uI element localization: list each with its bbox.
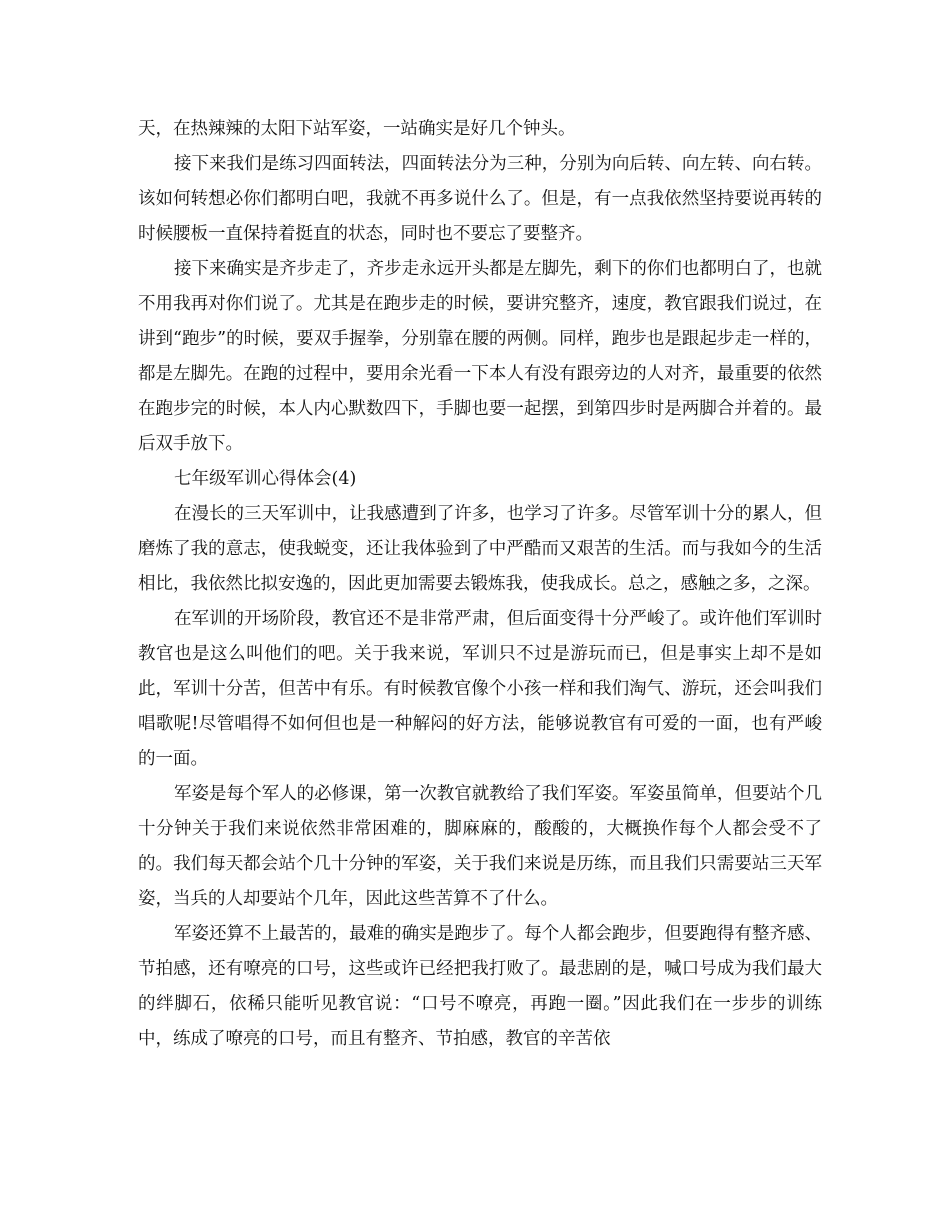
paragraph-military-posture: 军姿是每个军人的必修课，第一次教官就教给了我们军姿。军姿虽简单，但要站个几十分钟关于我们来说依然非常困难的，脚麻麻的，酸酸的，大概换作每个人都会受不了的。我们每天都会站个几十分钟的军姿，关于我们来说是历练，而且我们只需要站三天军姿，当兵的人却要站个几年，因此这些苦算不了什么。 — [138, 784, 822, 909]
paragraph-marching-step: 接下来确实是齐步走了，齐步走永远开头都是左脚先，剩下的你们也都明白了，也就不用我再对你们说了。尤其是在跑步走的时候，要讲究整齐，速度，教官跟我们说过，在讲到“跑步”的时候，要双手握拳，分别靠在腰的两侧。同样，跑步也是跟起步走一样的，都是左脚先。在跑的过程中，要用余光看一下本人有没有跟旁边的人对齐，最重要的依然在跑步完的时候，本人内心默数四下，手脚也要一起摆，到第四步时是两脚合并着的。最后双手放下。 — [138, 259, 822, 454]
section-heading: 七年级军训心得体会(4) — [174, 469, 357, 489]
paragraph-four-facing-turns: 接下来我们是练习四面转法，四面转法分为三种，分别为向后转、向左转、向右转。该如何转想必你们都明白吧，我就不再多说什么了。但是，有一点我依然坚持要说再转的时候腰板一直保持着挺直的状态，同时也不要忘了要整齐。 — [138, 154, 822, 244]
paragraph-continuation: 天，在热辣辣的太阳下站军姿，一站确实是好几个钟头。 — [138, 119, 576, 139]
paragraph-running: 军姿还算不上最苦的，最难的确实是跑步了。每个人都会跑步，但要跑得有整齐感、节拍感，还有嘹亮的口号，这些或许已经把我打败了。最悲剧的是，喊口号成为我们最大的绊脚石，依稀只能听见教官说：“口号不嘹亮，再跑一圈。”因此我们在一步步的训练中，练成了嘹亮的口号，而且有整齐、节拍感，教官的辛苦依 — [138, 924, 822, 1049]
document-body — [138, 112, 822, 1057]
paragraph-instructor: 在军训的开场阶段，教官还不是非常严肃，但后面变得十分严峻了。或许他们军训时教官也是这么叫他们的吧。关于我来说，军训只不过是游玩而已，但是事实上却不是如此，军训十分苦，但苦中有乐。有时候教官像个小孩一样和我们淘气、游玩，还会叫我们唱歌呢!尽管唱得不如何但也是一种解闷的好方法，能够说教官有可爱的一面，也有严峻的一面。 — [138, 609, 822, 769]
paragraph-three-days-training: 在漫长的三天军训中，让我感遭到了许多，也学习了许多。尽管军训十分的累人，但磨炼了我的意志，使我蜕变，还让我体验到了中严酷而又艰苦的生活。而与我如今的生活相比，我依然比拟安逸的，因此更加需要去锻炼我，使我成长。总之，感触之多，之深。 — [138, 504, 822, 594]
